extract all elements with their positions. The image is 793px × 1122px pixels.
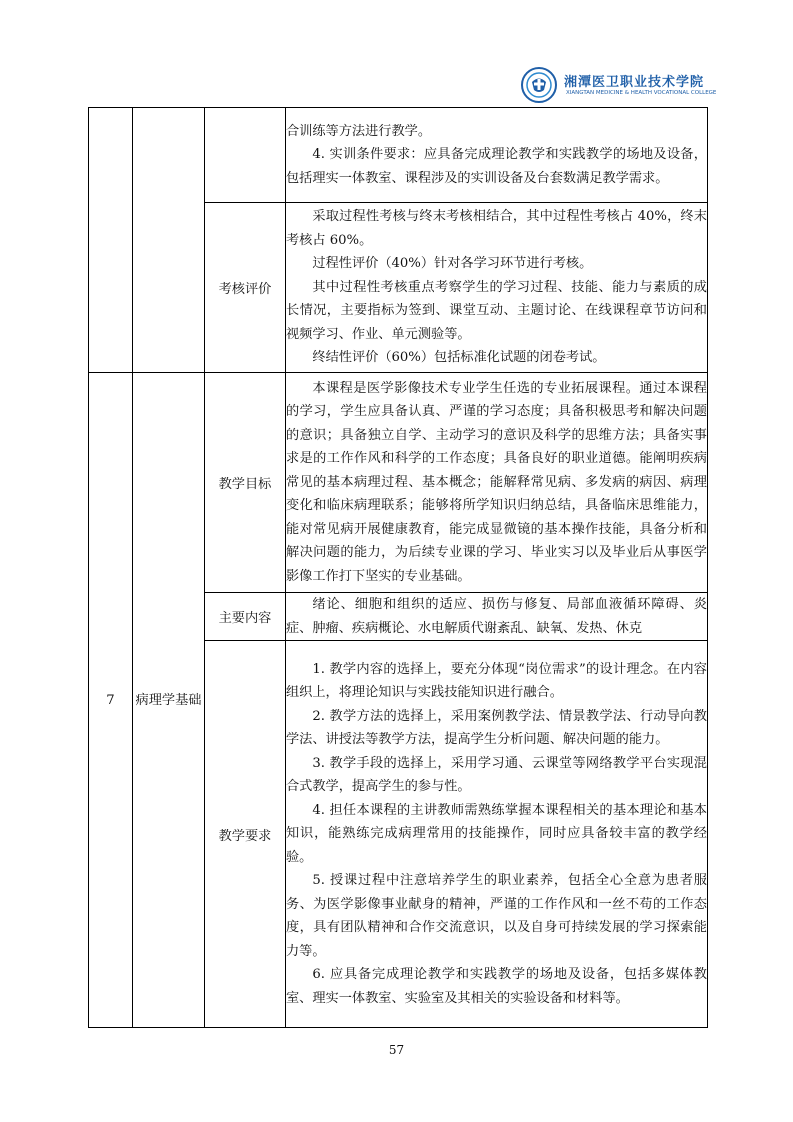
teaching-requirement-item: 1. 教学内容的选择上，要充分体现“岗位需求”的设计理念。在内容组织上，将理论知识与实践技能知识进行融合。 [286, 661, 707, 701]
main-content-text: 绪论、细胞和组织的适应、损伤与修复、局部血液循环障碍、炎症、肿瘤、疾病概论、水电解质代谢紊乱、缺氧、发热、休克 [286, 597, 707, 636]
page-number: 57 [388, 1043, 405, 1057]
assessment-line: 过程性评价（40%）针对各学习环节进行考核。 [312, 256, 593, 272]
main-content-cell [286, 593, 708, 641]
teaching-goal-cell [286, 373, 708, 593]
requirement-content-cell [286, 108, 708, 203]
teaching-requirement-label: 教学要求 [205, 641, 286, 1028]
teaching-requirement-item: 5. 授课过程中注意培养学生的职业素养，包括全心全意为患者服务、为医学影像事业献身的精神，严谨的工作作风和一丝不苟的工作态度，具有团队精神和合作交流意识，以及自身可持续发展的学习探索能力等。 [286, 873, 707, 959]
teaching-requirement-cell [286, 641, 708, 1028]
table-row [89, 373, 708, 593]
college-logo [520, 66, 717, 104]
teaching-requirement-item: 3. 教学手段的选择上，采用学习通、云课堂等网络教学平台实现混合式教学，提高学生的参与性。 [286, 755, 707, 795]
assessment-line: 采取过程性考核与终末考核相结合，其中过程性考核占 40%，终末考核占 60%。 [286, 209, 707, 248]
assessment-content-cell [286, 203, 708, 373]
teaching-goal-text: 本课程是医学影像技术专业学生任选的专业拓展课程。通过本课程的学习，学生应具备认真、严谨的学习态度；具备积极思考和解决问题的意识；具备独立自学、主动学习的意识及科学的思维方法；具备实事求是的工作作风和科学的工作态度；具备良好的职业道德。能阐明疾病常见的基本病理过程、基本概念；能解释常见病、多发病的病因、病理变化和临床病理联系；能够将所学知识归纳总结，具备临床思维能力，能对常见病开展健康教育，能完成显微镜的基本操作技能，具备分析和解决问题的能力，为后续专业课的学习、毕业实习以及毕业后从事医学影像工作打下坚实的专业基础。 [286, 380, 707, 584]
requirement-label-cell [205, 108, 286, 203]
requirement-line: 4. 实训条件要求：应具备完成理论教学和实践教学的场地及设备，包括理实一体教室、课程涉及的实训设备及台套数满足教学需求。 [286, 147, 707, 186]
course-table [88, 107, 708, 1028]
teaching-requirement-item: 4. 担任本课程的主讲教师需熟练掌握本课程相关的基本理论和基本知识，能熟练完成病理常用的技能操作，同时应具备较丰富的教学经验。 [286, 802, 707, 865]
college-emblem-icon [520, 66, 560, 104]
college-name-logo-text: 湘潭医卫职业技术学院 [564, 75, 705, 90]
teaching-requirement-item: 2. 教学方法的选择上，采用案例教学法、情景教学法、行动导向教学法、讲授法等教学方法，提高学生分析问题、解决问题的能力。 [286, 708, 707, 748]
course-number: 7 [89, 373, 133, 1028]
table-row [89, 108, 708, 203]
requirement-line: 合训练等方法进行教学。 [286, 123, 432, 139]
assessment-label: 考核评价 [205, 203, 286, 373]
assessment-line: 终结性评价（60%）包括标准化试题的闭卷考试。 [312, 350, 606, 366]
course-number-cell [89, 108, 133, 373]
assessment-line: 其中过程性考核重点考察学生的学习过程、技能、能力与素质的成长情况，主要指标为签到、课堂互动、主题讨论、在线课程章节访问和视频学习、作业、单元测验等。 [286, 279, 707, 342]
main-content-label: 主要内容 [205, 593, 286, 641]
teaching-requirement-item: 6. 应具备完成理论教学和实践教学的场地及设备，包括多媒体教室、理实一体教室、实验室及其相关的实验设备和材料等。 [286, 967, 707, 1006]
course-name-cell [133, 108, 205, 373]
teaching-goal-label: 教学目标 [205, 373, 286, 593]
college-english-name: XIANGTAN MEDICINE & HEALTH VOCATIONAL COLLEGE [566, 90, 717, 96]
course-name: 病理学基础 [133, 373, 205, 1028]
